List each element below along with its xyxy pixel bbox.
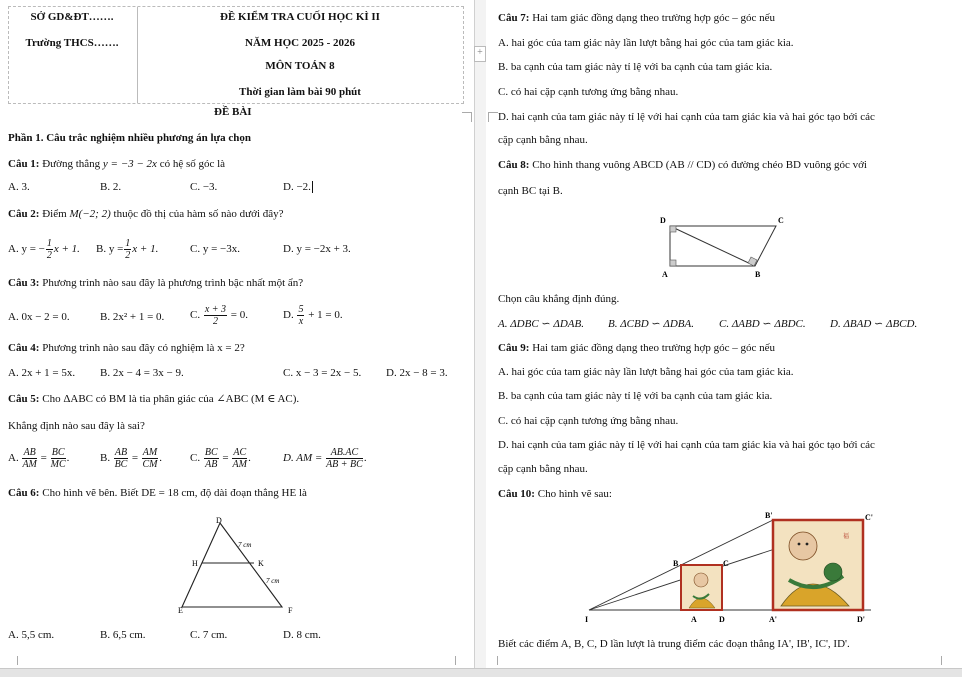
q8-option-b[interactable]: B. ΔCBD ∽ ΔDBA.	[608, 318, 694, 330]
q1-option-a[interactable]: A. 3.	[8, 181, 30, 193]
q2-option-d[interactable]: D. y = −2x + 3.	[283, 243, 351, 255]
page-left	[0, 0, 475, 668]
margin-corner-mark	[941, 656, 951, 665]
q9-option-c[interactable]: C. có hai cặp cạnh tương ứng bằng nhau.	[498, 415, 679, 427]
q8-option-c[interactable]: C. ΔABD ∽ ΔBDC.	[719, 318, 806, 330]
q6-option-c[interactable]: C. 7 cm.	[190, 629, 228, 641]
fig-label-B-prime: B'	[765, 511, 773, 520]
q4-option-a[interactable]: A. 2x + 1 = 5x.	[8, 367, 76, 379]
q6-option-a[interactable]: A. 5,5 cm.	[8, 629, 55, 641]
question-3: Câu 3: Phương trình nào sau đây là phương trình bậc nhất một ẩn?	[8, 277, 304, 289]
question-4: Câu 4: Phương trình nào sau đây có nghiệm là x = 2?	[8, 342, 245, 354]
margin-corner-mark	[455, 656, 465, 665]
margin-corner-mark	[462, 112, 472, 122]
q9-option-b[interactable]: B. ba cạnh của tam giác này tỉ lệ với ba cạnh của tam giác kia.	[498, 390, 773, 402]
fig-label-C-prime: C'	[865, 513, 873, 522]
fig-label-C: C	[723, 559, 729, 568]
margin-corner-mark	[488, 112, 498, 122]
question-7: Câu 7: Hai tam giác đồng dạng theo trường hợp góc – góc nếu	[498, 12, 775, 24]
question-9: Câu 9: Hai tam giác đồng dạng theo trường hợp góc – góc nếu	[498, 342, 775, 354]
q5-prompt: Khẳng định nào sau đây là sai?	[8, 420, 145, 432]
q1-option-b[interactable]: B. 2.	[100, 181, 122, 193]
svg-text:福: 福	[843, 534, 850, 540]
fig-label-F: F	[288, 606, 293, 615]
q8-trapezoid-figure	[656, 210, 791, 280]
q5-option-b[interactable]: B. $\frac{AB}{BC}$ = $\frac{AM}{CM}$ .	[100, 446, 162, 470]
q7-option-d-cont: cặp cạnh bằng nhau.	[498, 134, 588, 146]
fig-label-E: E	[178, 606, 183, 615]
q8-option-d[interactable]: D. ΔBAD ∽ ΔBCD.	[830, 318, 918, 330]
question-5: Câu 5: Cho ΔABC có BM là tia phân giác của ∠ABC (M ∈ AC).	[8, 393, 300, 405]
fig-label-D: D	[216, 516, 222, 525]
q9-option-a[interactable]: A. hai góc của tam giác này lần lượt bằng hai góc của tam giác kia.	[498, 366, 794, 378]
page-right	[486, 0, 962, 668]
fig-label-D: D	[719, 615, 725, 624]
fig-length-dk: 7 cm	[238, 541, 252, 549]
exam-year: NĂM HỌC 2025 - 2026	[245, 37, 355, 49]
fig-label-H: H	[192, 559, 198, 568]
q7-option-a[interactable]: A. hai góc của tam giác này lần lượt bằng hai góc của tam giác kia.	[498, 37, 794, 49]
q1-option-d[interactable]: D. −2.	[283, 181, 311, 193]
q4-option-b[interactable]: B. 2x − 4 = 3x − 9.	[100, 367, 184, 379]
q6-option-b[interactable]: B. 6,5 cm.	[100, 629, 146, 641]
part1-heading: Phần 1. Câu trắc nghiệm nhiều phương án lựa chọn	[8, 132, 252, 144]
q4-option-d[interactable]: D. 2x − 8 = 3.	[386, 367, 448, 379]
fig-label-D: D	[660, 216, 666, 225]
q9-option-d[interactable]: D. hai cạnh của tam giác này tỉ lệ với hai cạnh của tam giác kia và hai góc tạo bởi các	[498, 439, 875, 451]
question-2: Câu 2: Điểm M(−2; 2) thuộc đồ thị của hàm số nào dưới đây?	[8, 208, 284, 220]
q10-conclusion: Biết các điểm A, B, C, D lần lượt là trung điểm các đoạn thẳng IA', IB', IC', ID'.	[498, 638, 850, 650]
fig-label-K: K	[258, 559, 264, 568]
exam-subject: MÔN TOÁN 8	[265, 60, 335, 72]
question-6: Câu 6: Cho hình vẽ bên. Biết DE = 18 cm, độ dài đoạn thẳng HE là	[8, 487, 307, 499]
fig-length-kf: 7 cm	[266, 577, 280, 585]
q5-option-a[interactable]: A. $\frac{AB}{AM}$ = $\frac{BC}{MC}$ .	[8, 446, 70, 470]
fig-label-B: B	[755, 270, 761, 279]
q3-option-d[interactable]: D. $\frac{5}{x}$ + 1 = 0.	[283, 303, 343, 327]
q6-option-d[interactable]: D. 8 cm.	[283, 629, 321, 641]
header-school: Trường THCS…….	[25, 37, 119, 49]
q9-option-d-cont: cặp cạnh bằng nhau.	[498, 463, 588, 475]
text-cursor	[312, 181, 313, 193]
q2-option-c[interactable]: C. y = −3x.	[190, 243, 240, 255]
q7-option-d[interactable]: D. hai cạnh của tam giác này tỉ lệ với hai cạnh của tam giác kia và hai góc tạo bởi các	[498, 111, 875, 123]
question-10: Câu 10: Cho hình vẽ sau:	[498, 488, 612, 500]
q2-option-a[interactable]: A. y = − $\frac{1}{2}$ x + 1.	[8, 237, 80, 261]
exam-title: ĐỀ KIỂM TRA CUỐI HỌC KÌ II	[220, 11, 380, 23]
question-8: Câu 8: Cho hình thang vuông ABCD (AB // CD) có đường chéo BD vuông góc với	[498, 159, 867, 171]
q8-option-a[interactable]: A. ΔDBC ∽ ΔDAB.	[498, 318, 584, 330]
q10-projection-figure	[581, 510, 881, 630]
header-department: SỞ GD&ĐT…….	[30, 11, 114, 23]
fig-label-C: C	[778, 216, 784, 225]
q7-option-b[interactable]: B. ba cạnh của tam giác này tỉ lệ với ba cạnh của tam giác kia.	[498, 61, 773, 73]
fig-label-A: A	[662, 270, 668, 279]
fig-label-I: I	[585, 615, 589, 624]
q6-triangle-figure	[170, 515, 300, 620]
margin-corner-mark	[488, 656, 498, 665]
question-1: Câu 1: Đường thẳng y = −3 − 2x có hệ số góc là	[8, 158, 226, 170]
fig-label-D-prime: D'	[857, 615, 865, 624]
q3-option-a[interactable]: A. 0x − 2 = 0.	[8, 311, 70, 323]
q5-option-c[interactable]: C. $\frac{BC}{AB}$ = $\frac{AC}{AM}$ .	[190, 446, 251, 470]
margin-corner-mark	[8, 656, 18, 665]
q8-text-cont: cạnh BC tại B.	[498, 185, 563, 197]
q1-option-c[interactable]: C. −3.	[190, 181, 218, 193]
q3-option-c[interactable]: C. $\frac{x + 3}{2}$ = 0.	[190, 303, 248, 327]
page-expand-icon[interactable]: +	[474, 46, 486, 62]
q2-option-b[interactable]: B. y = $\frac{1}{2}$ x + 1.	[96, 237, 159, 261]
q7-option-c[interactable]: C. có hai cặp cạnh tương ứng bằng nhau.	[498, 86, 679, 98]
fig-label-A-prime: A'	[769, 615, 777, 624]
fig-label-A: A	[691, 615, 697, 624]
q8-prompt: Chọn câu khẳng định đúng.	[498, 293, 620, 305]
q4-option-c[interactable]: C. x − 3 = 2x − 5.	[283, 367, 362, 379]
q5-option-d[interactable]: D. AM = $\frac{AB.AC}{AB + BC}$ .	[283, 446, 367, 470]
fig-label-B: B	[673, 559, 679, 568]
de-bai-heading: ĐỀ BÀI	[214, 106, 252, 118]
q3-option-b[interactable]: B. 2x² + 1 = 0.	[100, 311, 165, 323]
exam-time: Thời gian làm bài 90 phút	[239, 86, 361, 98]
